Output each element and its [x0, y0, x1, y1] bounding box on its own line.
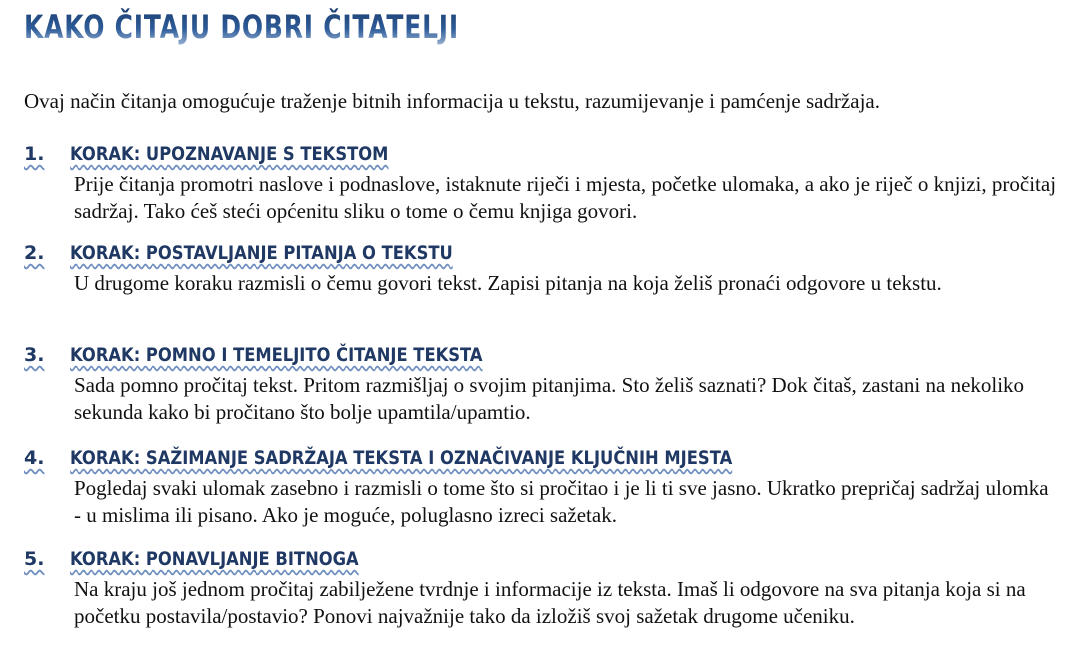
step-text: U drugome koraku razmisli o čemu govori tekst. Zapisi pitanja na koja želiš pronaći odgovore u tekstu.	[74, 271, 942, 295]
step-number: 3.	[24, 344, 45, 366]
step-title: KORAK: SAŽIMANJE SADRŽAJA TEKSTA I OZNAČIVANJE KLJUČNIH MJESTA	[70, 447, 733, 469]
step-heading	[24, 143, 1054, 171]
step-heading	[24, 548, 1054, 576]
step-text: Sada pomno pročitaj tekst. Pritom razmišljaj o svojim pitanjima. Sto želiš saznati? Dok čitaš, zastani na nekoliko sekunda kako bi pročitano što bolje upamtila/upamtio.	[74, 373, 1025, 424]
step-title: KORAK: PONAVLJANJE BITNOGA	[70, 548, 359, 570]
step-title: KORAK: POSTAVLJANJE PITANJA O TEKSTU	[70, 242, 453, 264]
step-text: Prije čitanja promotri naslove i podnaslove, istaknute riječi i mjesta, početke ulomaka, a ako je riječ o knjizi, pročitaj sadržaj. Tako ćeš steći općenitu sliku o tome o čemu knjiga govori.	[74, 172, 1057, 223]
step-number: 1.	[24, 143, 45, 165]
step-heading	[24, 242, 1054, 270]
step-5	[24, 548, 1054, 630]
step-number: 4.	[24, 447, 45, 469]
step-4	[24, 447, 1054, 529]
step-number: 2.	[24, 242, 45, 264]
step-text: Na kraju još jednom pročitaj zabilježene tvrdnje i informacije iz teksta. Imaš li odgovore na sva pitanja koja si na početku postavila/postavio? Ponovi najvažnije tako da izložiš svoj sažetak drugome učeniku.	[74, 577, 1026, 628]
step-heading	[24, 344, 1054, 372]
page-title: KAKO ČITAJU DOBRI ČITATELJI	[24, 8, 459, 46]
step-text: Pogledaj svaki ulomak zasebno i razmisli o tome što si pročitao i je li ti sve jasno. Ukratko prepričaj sadržaj ulomka - u mislima ili pisano. Ako je moguće, poluglasno izreci sažetak.	[74, 476, 1049, 527]
step-heading	[24, 447, 1054, 475]
step-1	[24, 143, 1057, 225]
intro-paragraph: Ovaj način čitanja omogućuje traženje bitnih informacija u tekstu, razumijevanje i pamćenje sadržaja.	[24, 89, 880, 113]
step-2	[24, 242, 1054, 297]
step-number: 5.	[24, 548, 45, 570]
step-3	[24, 344, 1054, 426]
step-title: KORAK: POMNO I TEMELJITO ČITANJE TEKSTA	[70, 344, 483, 366]
step-title: KORAK: UPOZNAVANJE S TEKSTOM	[70, 143, 389, 165]
